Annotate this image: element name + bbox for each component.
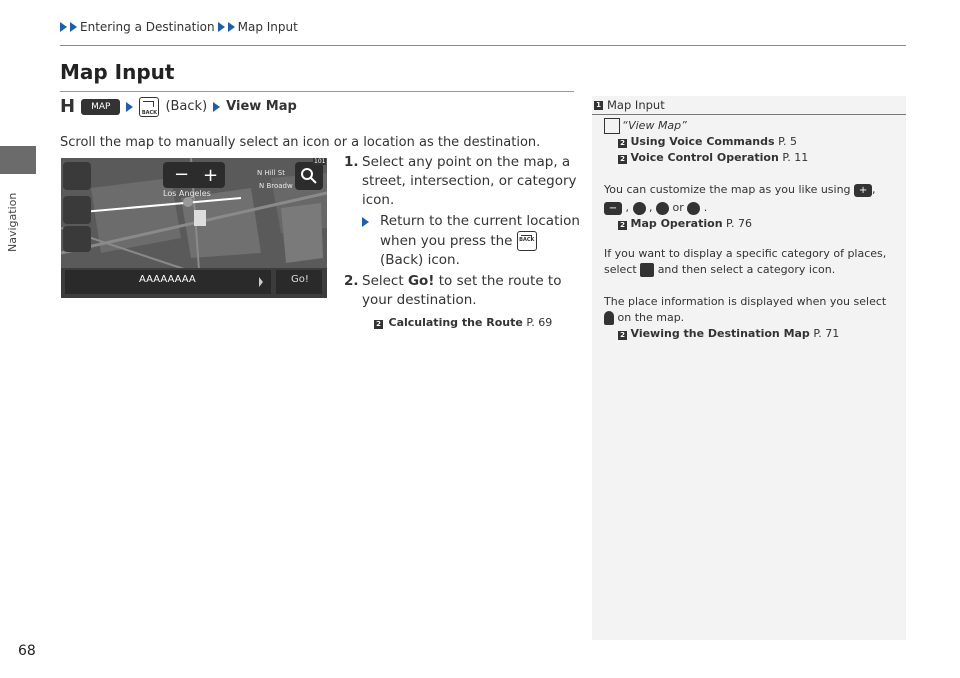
view-map-label: View Map	[226, 99, 297, 114]
voice-command: “View Map”	[622, 119, 687, 132]
map-pin-icon	[604, 311, 614, 325]
zoom-out-icon: −	[604, 202, 622, 215]
breadcrumb-arrow-icon	[60, 22, 67, 32]
reference-page: P. 76	[726, 217, 752, 230]
step-1-substep	[344, 212, 584, 270]
breadcrumb-item: Entering a Destination	[80, 20, 215, 34]
step-text: to set the route to your destination.	[362, 273, 562, 308]
title-divider	[60, 91, 574, 92]
breadcrumb-arrow-icon	[228, 22, 235, 32]
customize-note: You can customize the map as you like using + ,	[604, 183, 876, 196]
cross-reference[interactable]	[618, 216, 752, 231]
note-text: The place information is displayed when you select	[604, 295, 887, 308]
route-icon	[656, 202, 669, 215]
customize-note-icons: − , , or .	[604, 200, 707, 215]
reference-icon: 2	[618, 331, 627, 340]
path-arrow-icon	[213, 102, 220, 112]
home-icon: H	[60, 96, 76, 117]
note-icon: 1	[594, 101, 603, 110]
reference-page: P. 5	[778, 135, 797, 148]
reference-icon: 2	[618, 155, 627, 164]
svg-text:+: +	[203, 165, 219, 186]
reference-icon: 2	[374, 320, 383, 329]
note-text: select	[604, 263, 637, 276]
reference-page: P. 11	[782, 151, 809, 164]
svg-text:−: −	[174, 164, 190, 185]
cross-reference[interactable]	[618, 326, 839, 341]
page-title: Map Input	[60, 60, 175, 84]
reference-title: Viewing the Destination Map	[630, 327, 810, 340]
header-divider	[60, 45, 906, 46]
step-number: 2.	[344, 273, 359, 289]
step-text: Select	[362, 273, 408, 289]
note-text: on the map.	[617, 311, 685, 324]
category-note	[604, 262, 835, 277]
instruction-steps	[344, 153, 584, 332]
note-text: and then select a category icon.	[657, 263, 836, 276]
reference-title: Calculating the Route	[388, 316, 523, 329]
go-label: Go!	[407, 273, 435, 289]
layers-icon	[687, 202, 700, 215]
map-label-city: Los Angeles	[163, 189, 211, 198]
intro-text: Scroll the map to manually select an icon or a location as the destination.	[60, 135, 541, 150]
breadcrumb-arrow-icon	[218, 22, 225, 32]
reference-title: Map Operation	[630, 217, 723, 230]
breadcrumb	[60, 20, 298, 34]
search-icon	[640, 263, 654, 277]
reference-page: P. 69	[526, 316, 553, 329]
reference-title: Voice Control Operation	[630, 151, 779, 164]
panel-title: Map Input	[607, 98, 665, 112]
reference-icon: 2	[618, 139, 627, 148]
cross-reference[interactable]	[618, 134, 797, 149]
panel-divider	[592, 114, 906, 115]
step-number: 1.	[344, 154, 359, 170]
reference-icon: 2	[618, 221, 627, 230]
step-1	[344, 153, 584, 210]
panel-heading	[592, 96, 908, 114]
category-note	[604, 246, 886, 261]
cross-reference[interactable]	[344, 313, 584, 332]
back-icon	[139, 97, 159, 117]
note-text: You can customize the map as you like using	[604, 183, 851, 196]
step-text: Select any point on the map, a street, intersection, or category icon.	[362, 154, 577, 208]
path-arrow-icon	[126, 102, 133, 112]
breadcrumb-arrow-icon	[70, 22, 77, 32]
zoom-in-icon: +	[854, 184, 872, 197]
substep-arrow-icon	[362, 217, 369, 227]
voice-note	[604, 118, 687, 134]
substep-text: (Back) icon.	[380, 252, 460, 268]
reference-page: P. 71	[813, 327, 840, 340]
breadcrumb-item: Map Input	[237, 20, 298, 34]
voice-icon	[604, 118, 620, 134]
side-notes-panel	[592, 96, 906, 640]
substep-text: Return to the current location when you press the	[380, 213, 580, 249]
info-note	[604, 294, 886, 309]
map-label-street: N Hill St	[257, 169, 285, 177]
section-tab	[0, 146, 36, 174]
navigation-path	[60, 96, 297, 117]
go-button: Go!	[291, 274, 309, 285]
reference-title: Using Voice Commands	[630, 135, 775, 148]
map-button-icon: MAP	[81, 99, 120, 115]
section-label: Navigation	[6, 192, 19, 252]
route-badge: 101	[314, 158, 326, 165]
note-text: or	[672, 201, 684, 214]
cross-reference[interactable]	[618, 150, 808, 165]
map-label-street: N Broadw	[259, 182, 293, 190]
orientation-icon	[633, 202, 646, 215]
step-2	[344, 272, 584, 310]
back-icon	[517, 231, 537, 251]
info-note	[604, 310, 684, 325]
map-screenshot	[61, 158, 327, 298]
page-number: 68	[18, 643, 36, 659]
destination-name: AAAAAAAA	[139, 274, 196, 285]
back-label: (Back)	[165, 99, 208, 114]
note-text: If you want to display a specific category of places,	[604, 247, 887, 260]
